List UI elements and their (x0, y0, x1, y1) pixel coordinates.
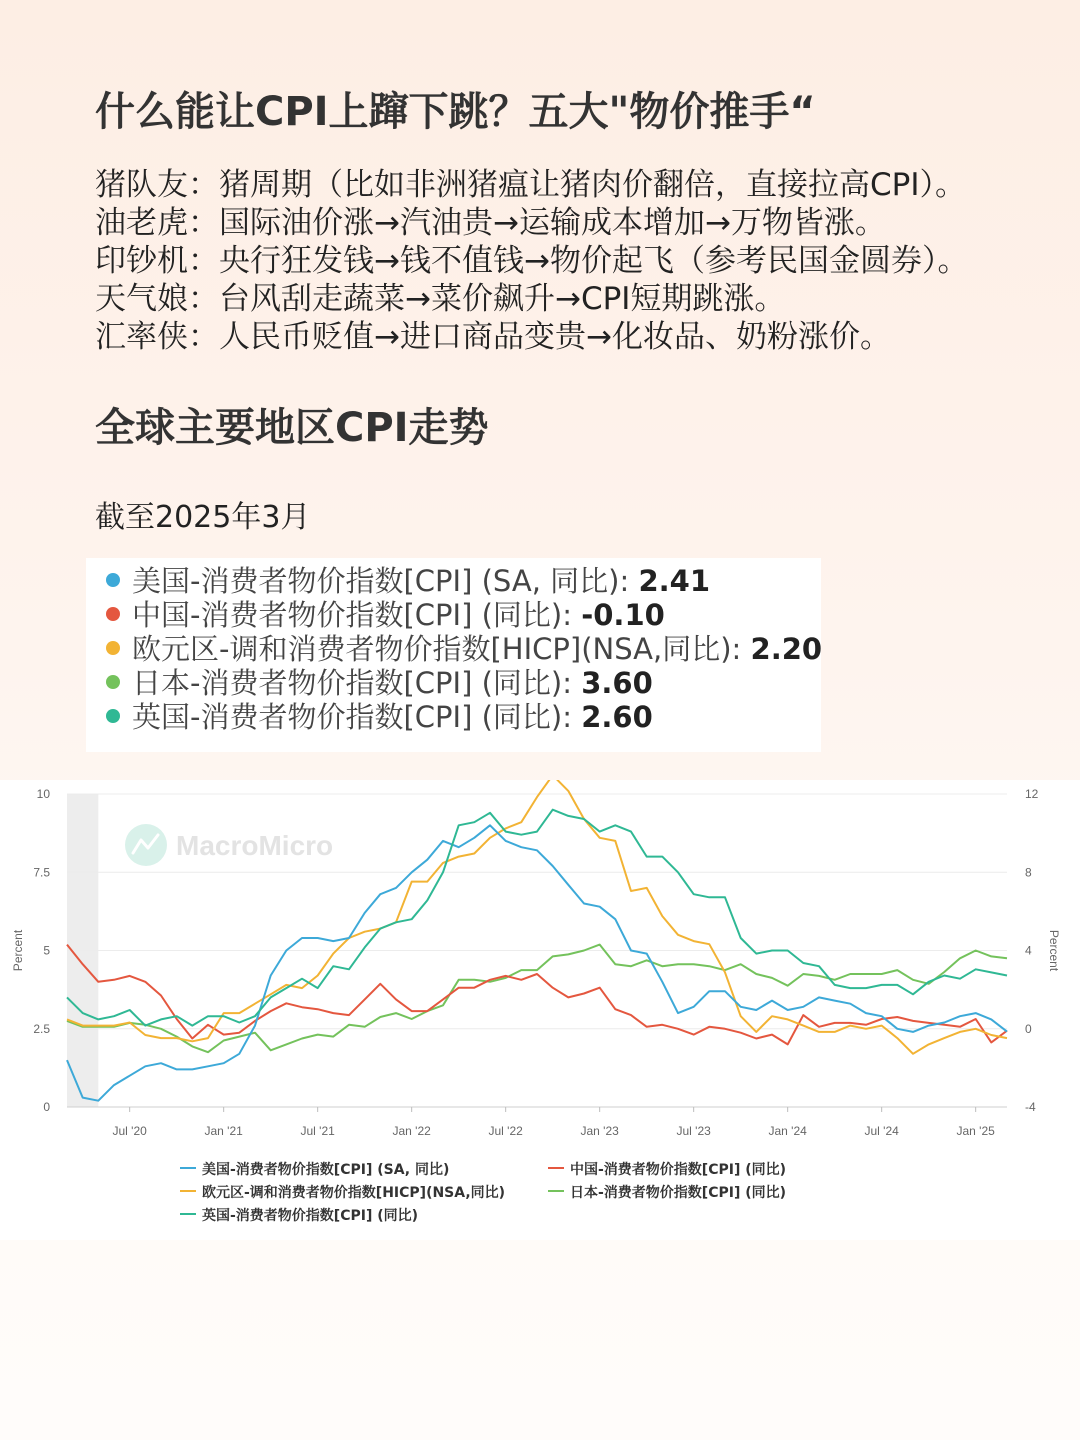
right-axis-title: Percent (1047, 929, 1061, 972)
x-tick-label: Jan '23 (580, 1124, 619, 1138)
intro-label: 印钞机： (95, 243, 219, 279)
x-tick-label: Jan '21 (204, 1124, 243, 1138)
x-tick-label: Jan '25 (956, 1124, 995, 1138)
legend-label: 美国-消费者物价指数[CPI] (SA, 同比) (202, 1162, 450, 1178)
left-tick-label: 0 (43, 1100, 50, 1114)
intro-text: 台风刮走蔬菜→菜价飙升→CPI短期跳涨。 (219, 281, 786, 317)
left-axis-title: Percent (11, 929, 25, 972)
series-name: 日本-消费者物价指数[CPI] (同比): (132, 666, 572, 700)
series-value: 3.60 (581, 666, 653, 700)
x-tick-label: Jul '20 (112, 1124, 147, 1138)
intro-label: 猪队友： (95, 167, 219, 203)
intro-line (95, 242, 968, 280)
intro-label: 天气娘： (95, 281, 219, 317)
intro-line (95, 166, 968, 204)
legend-item-japan[interactable] (548, 1183, 786, 1203)
legend-swatch-icon (548, 1190, 564, 1192)
intro-list (95, 166, 968, 356)
series-name: 中国-消费者物价指数[CPI] (同比): (132, 598, 572, 632)
intro-label: 油老虎： (95, 205, 219, 241)
cpi-line-chart (0, 780, 1080, 1160)
series-line-0 (67, 825, 1007, 1100)
as-of-date: 截至2025年3月 (95, 500, 311, 535)
legend-label: 日本-消费者物价指数[CPI] (同比) (570, 1185, 787, 1201)
legend-swatch-icon (548, 1167, 564, 1169)
x-tick-label: Jan '22 (392, 1124, 431, 1138)
legend-swatch-icon (180, 1167, 196, 1169)
left-tick-label: 7.5 (33, 865, 50, 880)
legend-label: 英国-消费者物价指数[CPI] (同比) (202, 1208, 419, 1224)
series-name: 美国-消费者物价指数[CPI] (SA, 同比): (132, 564, 630, 598)
right-tick-label: -4 (1025, 1100, 1036, 1114)
intro-text: 人民币贬值→进口商品变贵→化妆品、奶粉涨价。 (219, 319, 891, 355)
legend-swatch-icon (180, 1213, 196, 1215)
latest-values-panel (86, 558, 821, 752)
x-tick-label: Jan '24 (768, 1124, 807, 1138)
series-value: 2.60 (581, 700, 653, 734)
series-dot-icon (106, 607, 120, 621)
series-value: 2.20 (750, 632, 823, 666)
latest-value-eurozone (106, 632, 822, 666)
legend-label: 中国-消费者物价指数[CPI] (同比) (570, 1162, 787, 1178)
right-tick-label: 8 (1025, 865, 1032, 880)
left-tick-label: 10 (36, 787, 50, 801)
series-dot-icon (106, 709, 120, 723)
legend-item-china[interactable] (548, 1160, 786, 1180)
series-name: 欧元区-调和消费者物价指数[HICP](NSA,同比): (132, 632, 742, 666)
section-title: 全球主要地区CPI走势 (95, 405, 489, 451)
latest-value-japan (106, 666, 653, 700)
x-tick-label: Jul '23 (676, 1124, 711, 1138)
latest-value-us (106, 564, 710, 598)
intro-line (95, 204, 968, 242)
chart-legend (0, 1160, 1080, 1240)
legend-label: 欧元区-调和消费者物价指数[HICP](NSA,同比) (202, 1185, 506, 1201)
left-tick-label: 2.5 (33, 1021, 50, 1036)
latest-value-uk (106, 700, 653, 734)
legend-item-eurozone[interactable] (180, 1183, 505, 1203)
right-tick-label: 4 (1025, 943, 1032, 958)
series-name: 英国-消费者物价指数[CPI] (同比): (132, 700, 572, 734)
legend-swatch-icon (180, 1190, 196, 1192)
series-dot-icon (106, 573, 120, 587)
intro-text: 央行狂发钱→钱不值钱→物价起飞（参考民国金圆券）。 (219, 243, 969, 279)
x-tick-label: Jul '21 (300, 1124, 335, 1138)
legend-item-uk[interactable] (180, 1206, 418, 1226)
intro-line (95, 318, 968, 356)
x-tick-label: Jul '24 (864, 1124, 899, 1138)
right-tick-label: 12 (1025, 787, 1039, 801)
legend-item-us[interactable] (180, 1160, 449, 1180)
series-value: -0.10 (581, 598, 665, 632)
watermark-text: MacroMicro (176, 830, 334, 861)
series-value: 2.41 (638, 564, 711, 598)
intro-label: 汇率侠： (95, 319, 219, 355)
intro-line (95, 280, 968, 318)
page-title: 什么能让CPI上蹿下跳？五大"物价推手“ (95, 89, 816, 135)
series-line-3 (67, 945, 1007, 1053)
latest-value-china (106, 598, 665, 632)
series-dot-icon (106, 641, 120, 655)
right-tick-label: 0 (1025, 1021, 1032, 1036)
left-tick-label: 5 (43, 943, 50, 958)
x-tick-label: Jul '22 (488, 1124, 523, 1138)
intro-text: 国际油价涨→汽油贵→运输成本增加→万物皆涨。 (219, 205, 886, 241)
series-dot-icon (106, 675, 120, 689)
intro-text: 猪周期（比如非洲猪瘟让猪肉价翻倍，直接拉高CPI）。 (219, 167, 966, 203)
